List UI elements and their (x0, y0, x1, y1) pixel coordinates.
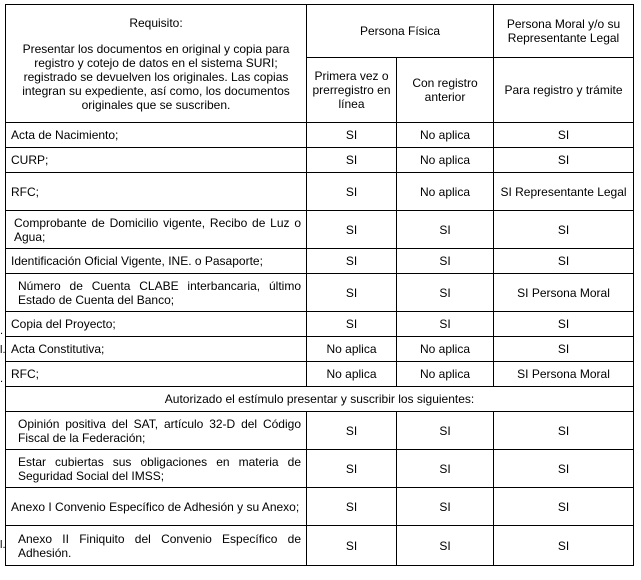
cell-con-registro: No aplica (397, 337, 494, 362)
row-label: Comprobante de Domicilio vigente, Recibo de Luz o Agua; (6, 211, 307, 249)
row-label: Estar cubiertas sus obligaciones en materia de Seguridad Social del IMSS; (6, 450, 307, 488)
cell-para-registro: SI Representante Legal (494, 173, 634, 211)
cell-para-registro: SI (494, 249, 634, 274)
cell-para-registro: SI (494, 488, 634, 526)
row-label: RFC; (6, 362, 307, 387)
table-row (6, 312, 634, 337)
cell-primera-vez: SI (307, 211, 397, 249)
margin-mark-4: l. (0, 539, 6, 551)
cell-con-registro: No aplica (397, 123, 494, 148)
cell-para-registro: SI (494, 211, 634, 249)
row-label: Número de Cuenta CLABE interbancaria, último Estado de Cuenta del Banco; (6, 274, 307, 312)
col-primera-vez-header: Primera vez o prerregistro en línea (307, 58, 397, 123)
row-label: Anexo I Convenio Específico de Adhesión y su Anexo; (6, 488, 307, 526)
cell-primera-vez: SI (307, 312, 397, 337)
cell-primera-vez: SI (307, 274, 397, 312)
cell-para-registro: SI Persona Moral (494, 362, 634, 387)
table-row (6, 526, 634, 566)
cell-para-registro: SI (494, 148, 634, 173)
cell-primera-vez: No aplica (307, 362, 397, 387)
cell-primera-vez: SI (307, 173, 397, 211)
requirements-table (5, 4, 634, 566)
cell-con-registro: SI (397, 312, 494, 337)
cell-con-registro: SI (397, 412, 494, 450)
cell-con-registro: SI (397, 526, 494, 566)
table-row (6, 337, 634, 362)
cell-con-registro: SI (397, 488, 494, 526)
table-row (6, 450, 634, 488)
margin-mark-3: . (0, 373, 4, 385)
cell-primera-vez: SI (307, 249, 397, 274)
cell-para-registro: SI Persona Moral (494, 274, 634, 312)
row-label: Identificación Oficial Vigente, INE. o Pasaporte; (6, 249, 307, 274)
table-row (6, 249, 634, 274)
table-row (6, 123, 634, 148)
cell-primera-vez: SI (307, 412, 397, 450)
row-label: Acta de Nacimiento; (6, 123, 307, 148)
row-label: Anexo II Finiquito del Convenio Específico de Adhesión. (6, 526, 307, 566)
persona-moral-header: Persona Moral y/o su Representante Legal (494, 5, 634, 58)
requisito-header-cell (6, 5, 307, 123)
row-label: Acta Constitutiva; (6, 337, 307, 362)
table-row (6, 488, 634, 526)
cell-primera-vez: SI (307, 148, 397, 173)
row-label: RFC; (6, 173, 307, 211)
row-label: Copia del Proyecto; (6, 312, 307, 337)
section-title: Autorizado el estímulo presentar y suscribir los siguientes: (6, 387, 634, 412)
table-row (6, 211, 634, 249)
requisito-title: Requisito: (129, 15, 183, 30)
table-row (6, 274, 634, 312)
cell-para-registro: SI (494, 123, 634, 148)
cell-con-registro: No aplica (397, 362, 494, 387)
cell-para-registro: SI (494, 412, 634, 450)
cell-con-registro: No aplica (397, 173, 494, 211)
margin-mark-1: . (0, 325, 4, 337)
col-para-registro-header: Para registro y trámite (494, 58, 634, 123)
table-row (6, 148, 634, 173)
margin-mark-2: l. (0, 344, 6, 356)
persona-fisica-header: Persona Física (307, 5, 494, 58)
row-label: CURP; (6, 148, 307, 173)
cell-primera-vez: SI (307, 123, 397, 148)
header-row-1 (6, 5, 634, 58)
cell-con-registro: SI (397, 249, 494, 274)
cell-con-registro: No aplica (397, 148, 494, 173)
row-label: Opinión positiva del SAT, artículo 32-D del Código Fiscal de la Federación; (6, 412, 307, 450)
cell-con-registro: SI (397, 274, 494, 312)
cell-con-registro: SI (397, 211, 494, 249)
cell-para-registro: SI (494, 337, 634, 362)
cell-primera-vez: No aplica (307, 337, 397, 362)
requisito-description: Presentar los documentos en original y copia para registro y cotejo de datos en el sistema SURI; registrado se devuelven los originales. Las copias integran su expediente, así como, los documentos originales que se suscriben. (22, 41, 290, 112)
cell-para-registro: SI (494, 450, 634, 488)
table-row (6, 362, 634, 387)
cell-para-registro: SI (494, 312, 634, 337)
cell-primera-vez: SI (307, 526, 397, 566)
cell-primera-vez: SI (307, 450, 397, 488)
cell-primera-vez: SI (307, 488, 397, 526)
table-row (6, 412, 634, 450)
cell-con-registro: SI (397, 450, 494, 488)
col-con-registro-header: Con registro anterior (397, 58, 494, 123)
cell-para-registro: SI (494, 526, 634, 566)
table-row (6, 173, 634, 211)
section-row (6, 387, 634, 412)
